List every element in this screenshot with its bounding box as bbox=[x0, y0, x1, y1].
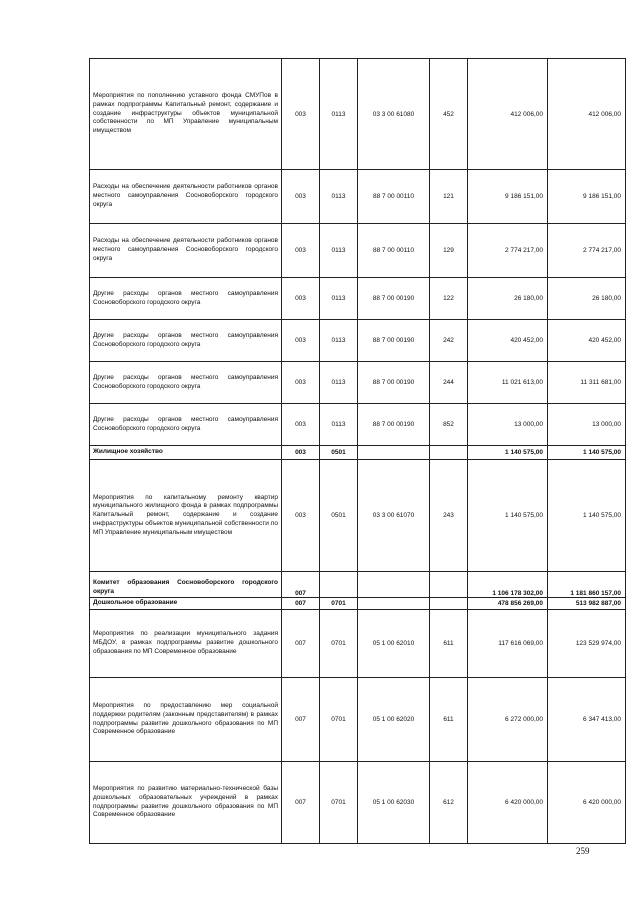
row-target-code: 88 7 00 00190 bbox=[358, 320, 430, 362]
row-name: Мероприятия по предоставлению мер социальной поддержки родителям (законным представителям) в рамках подпрограммы развитие дошкольного образования по МП Современное образование bbox=[90, 678, 282, 762]
row-name: Мероприятия по развитию материально-технической базы дошкольных образовательных учреждений в рамках подпрограммы развитие дошкольного образования по МП Современное образование bbox=[90, 762, 282, 844]
row-expense-type: 242 bbox=[430, 320, 468, 362]
row-ved-code: 003 bbox=[282, 362, 320, 404]
row-expense-type bbox=[430, 598, 468, 610]
row-sum-1: 2 774 217,00 bbox=[468, 224, 548, 278]
row-name: Другие расходы органов местного самоуправления Сосновоборского городского округа bbox=[90, 362, 282, 404]
budget-table bbox=[89, 58, 626, 844]
row-expense-type: 611 bbox=[430, 678, 468, 762]
table-row bbox=[90, 446, 626, 460]
row-target-code: 88 7 00 00190 bbox=[358, 278, 430, 320]
row-section-code: 0501 bbox=[320, 460, 358, 572]
row-sum-1: 412 006,00 bbox=[468, 59, 548, 170]
row-section-code: 0113 bbox=[320, 170, 358, 224]
row-name: Мероприятия по реализации муниципального задания МБДОУ, в рамках подпрограммы развитие дошкольного образования по МП Современное образование bbox=[90, 610, 282, 678]
row-sum-1: 6 420 000,00 bbox=[468, 762, 548, 844]
row-name: Расходы на обеспечение деятельности работников органов местного самоуправления Сосновоборского городского округа bbox=[90, 224, 282, 278]
row-name: Комитет образования Сосновоборского городского округа bbox=[90, 572, 282, 598]
row-sum-2: 6 420 000,00 bbox=[548, 762, 626, 844]
row-sum-1: 1 140 575,00 bbox=[468, 446, 548, 460]
row-section-code: 0501 bbox=[320, 446, 358, 460]
row-sum-1: 478 856 269,00 bbox=[468, 598, 548, 610]
row-target-code: 03 3 00 61070 bbox=[358, 460, 430, 572]
row-name: Расходы на обеспечение деятельности работников органов местного самоуправления Сосновоборского городского округа bbox=[90, 170, 282, 224]
row-ved-code: 003 bbox=[282, 170, 320, 224]
row-expense-type: 129 bbox=[430, 224, 468, 278]
row-target-code: 05 1 00 62020 bbox=[358, 678, 430, 762]
row-section-code: 0113 bbox=[320, 404, 358, 446]
table-row bbox=[90, 678, 626, 762]
row-target-code bbox=[358, 572, 430, 598]
row-ved-code: 007 bbox=[282, 678, 320, 762]
row-target-code: 88 7 00 00110 bbox=[358, 224, 430, 278]
row-sum-2: 1 140 575,00 bbox=[548, 460, 626, 572]
row-sum-1: 6 272 000,00 bbox=[468, 678, 548, 762]
table-row bbox=[90, 362, 626, 404]
row-name: Жилищное хозяйство bbox=[90, 446, 282, 460]
row-target-code: 03 3 00 61080 bbox=[358, 59, 430, 170]
table-row bbox=[90, 59, 626, 170]
row-ved-code: 003 bbox=[282, 446, 320, 460]
row-target-code: 88 7 00 00190 bbox=[358, 404, 430, 446]
row-ved-code: 003 bbox=[282, 59, 320, 170]
table-row bbox=[90, 224, 626, 278]
row-expense-type: 121 bbox=[430, 170, 468, 224]
row-section-code: 0701 bbox=[320, 678, 358, 762]
row-section-code: 0113 bbox=[320, 224, 358, 278]
row-ved-code: 003 bbox=[282, 320, 320, 362]
table-row bbox=[90, 572, 626, 598]
row-sum-1: 26 180,00 bbox=[468, 278, 548, 320]
row-sum-1: 9 186 151,00 bbox=[468, 170, 548, 224]
row-target-code: 05 1 00 62030 bbox=[358, 762, 430, 844]
row-name: Мероприятия по капитальному ремонту квартир муниципального жилищного фонда в рамках подпрограммы Капитальный ремонт, содержание и создание инфраструктуры объектов муниципальной собственности по МП Управление муниципальным имуществом bbox=[90, 460, 282, 572]
row-section-code: 0701 bbox=[320, 610, 358, 678]
row-sum-1: 420 452,00 bbox=[468, 320, 548, 362]
row-sum-2: 11 311 681,00 bbox=[548, 362, 626, 404]
row-ved-code: 007 bbox=[282, 610, 320, 678]
row-target-code bbox=[358, 598, 430, 610]
table-row bbox=[90, 170, 626, 224]
row-name: Другие расходы органов местного самоуправления Сосновоборского городского округа bbox=[90, 320, 282, 362]
table-row bbox=[90, 320, 626, 362]
row-sum-2: 412 006,00 bbox=[548, 59, 626, 170]
row-expense-type: 452 bbox=[430, 59, 468, 170]
row-name: Мероприятия по пополнению уставного фонда СМУПов в рамках подпрограммы Капитальный ремонт, содержание и создание инфраструктуры объектов муниципальной собственности по МП Управление муниципальным имуществом bbox=[90, 59, 282, 170]
row-expense-type: 244 bbox=[430, 362, 468, 404]
row-section-code: 0113 bbox=[320, 59, 358, 170]
row-sum-2: 420 452,00 bbox=[548, 320, 626, 362]
table-row bbox=[90, 762, 626, 844]
row-section-code: 0113 bbox=[320, 362, 358, 404]
table-row bbox=[90, 610, 626, 678]
row-section-code: 0701 bbox=[320, 762, 358, 844]
row-section-code: 0113 bbox=[320, 320, 358, 362]
row-ved-code: 007 bbox=[282, 572, 320, 598]
row-ved-code: 003 bbox=[282, 224, 320, 278]
row-ved-code: 003 bbox=[282, 404, 320, 446]
row-section-code bbox=[320, 572, 358, 598]
row-sum-1: 11 021 613,00 bbox=[468, 362, 548, 404]
row-target-code bbox=[358, 446, 430, 460]
row-expense-type: 243 bbox=[430, 460, 468, 572]
row-sum-1: 1 106 178 302,00 bbox=[468, 572, 548, 598]
table-row bbox=[90, 598, 626, 610]
row-ved-code: 003 bbox=[282, 278, 320, 320]
row-name: Другие расходы органов местного самоуправления Сосновоборского городского округа bbox=[90, 278, 282, 320]
row-sum-2: 9 186 151,00 bbox=[548, 170, 626, 224]
row-target-code: 88 7 00 00110 bbox=[358, 170, 430, 224]
row-ved-code: 007 bbox=[282, 762, 320, 844]
row-sum-2: 26 180,00 bbox=[548, 278, 626, 320]
row-sum-1: 13 000,00 bbox=[468, 404, 548, 446]
table-row bbox=[90, 278, 626, 320]
row-sum-2: 1 140 575,00 bbox=[548, 446, 626, 460]
row-sum-1: 117 616 069,00 bbox=[468, 610, 548, 678]
table-row bbox=[90, 460, 626, 572]
row-target-code: 88 7 00 00190 bbox=[358, 362, 430, 404]
row-name: Другие расходы органов местного самоуправления Сосновоборского городского округа bbox=[90, 404, 282, 446]
row-sum-2: 13 000,00 bbox=[548, 404, 626, 446]
row-sum-2: 123 529 974,00 bbox=[548, 610, 626, 678]
row-expense-type bbox=[430, 446, 468, 460]
row-sum-1: 1 140 575,00 bbox=[468, 460, 548, 572]
row-section-code: 0701 bbox=[320, 598, 358, 610]
row-sum-2: 2 774 217,00 bbox=[548, 224, 626, 278]
page-number: 259 bbox=[576, 846, 590, 856]
row-expense-type: 122 bbox=[430, 278, 468, 320]
row-ved-code: 007 bbox=[282, 598, 320, 610]
row-sum-2: 513 982 887,00 bbox=[548, 598, 626, 610]
row-section-code: 0113 bbox=[320, 278, 358, 320]
row-name: Дошкольное образование bbox=[90, 598, 282, 610]
row-expense-type: 852 bbox=[430, 404, 468, 446]
row-sum-2: 1 181 860 157,00 bbox=[548, 572, 626, 598]
row-expense-type bbox=[430, 572, 468, 598]
row-ved-code: 003 bbox=[282, 460, 320, 572]
row-expense-type: 611 bbox=[430, 610, 468, 678]
row-target-code: 05 1 00 62010 bbox=[358, 610, 430, 678]
table-row bbox=[90, 404, 626, 446]
row-sum-2: 6 347 413,00 bbox=[548, 678, 626, 762]
row-expense-type: 612 bbox=[430, 762, 468, 844]
